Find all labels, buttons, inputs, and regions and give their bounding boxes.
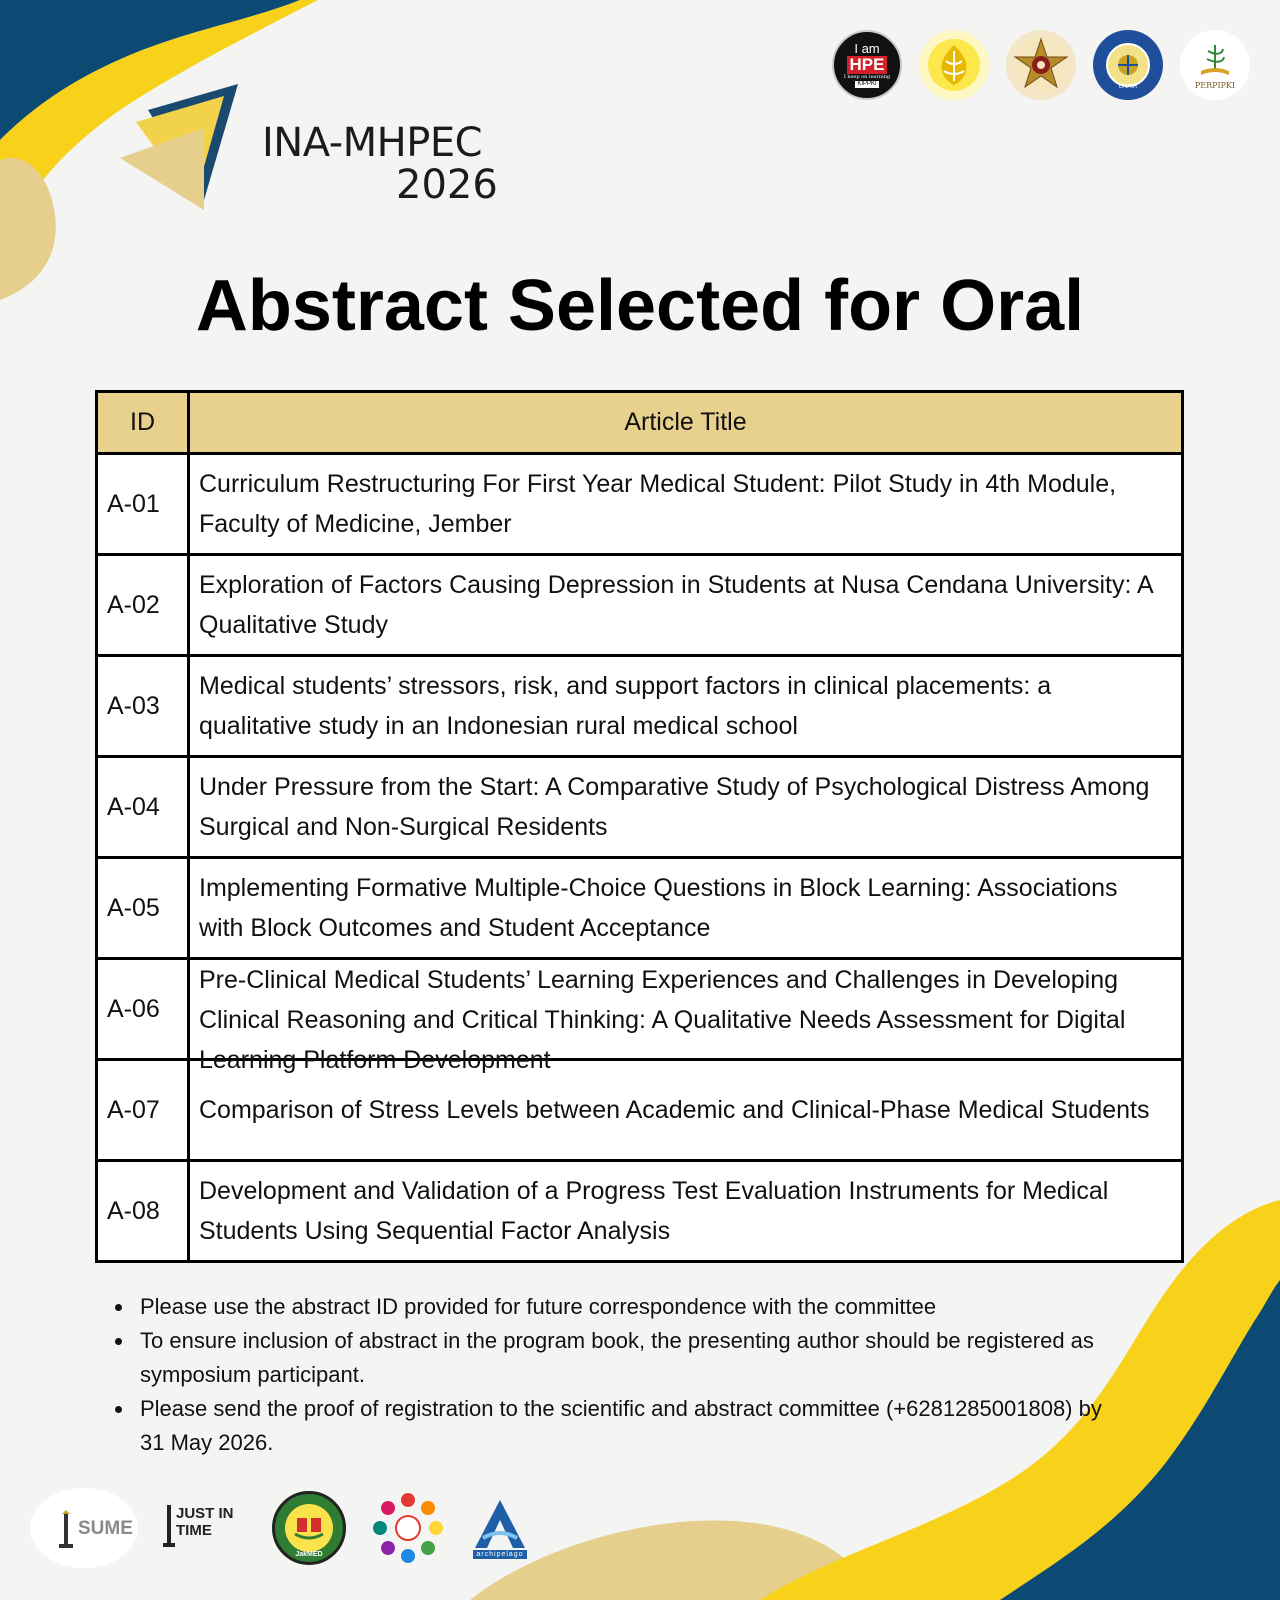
abstract-title-cell: [189, 959, 1183, 1074]
abstract-id: A-03: [97, 656, 189, 757]
makara-emblem-icon: [926, 37, 982, 93]
sume-label: SUME: [78, 1518, 133, 1539]
table-row: [97, 757, 1183, 858]
abstract-title-cell: [189, 454, 1183, 555]
table-row: [97, 454, 1183, 555]
abstract-title: Implementing Formative Multiple-Choice Questions in Block Learning: Associations with Block Outcomes and Student Acceptance: [199, 874, 1118, 942]
table-header-row: [97, 392, 1183, 454]
unair-label: UNAIR: [1118, 84, 1138, 90]
abstract-id: A-05: [97, 858, 189, 959]
abstract-title: Comparison of Stress Levels between Academic and Clinical-Phase Medical Students: [199, 1096, 1150, 1124]
abstract-title: Under Pressure from the Start: A Comparative Study of Psychological Distress Among Surgical and Non-Surgical Residents: [199, 773, 1150, 841]
iamhpe-line1: I am: [854, 41, 880, 56]
ugm-logo: [1006, 30, 1076, 100]
sponsor-logos: [30, 1488, 530, 1568]
abstract-id: A-02: [97, 555, 189, 656]
abstract-id: A-06: [97, 959, 189, 1060]
abstract-title-cell: [189, 757, 1183, 858]
archipelago-a-icon: [473, 1498, 527, 1550]
ina-mhpec-logo-icon: [120, 82, 245, 214]
note-item: Please use the abstract ID provided for future correspondence with the committee: [110, 1290, 1110, 1324]
community-circle-logo: [368, 1488, 448, 1568]
caduceus-book-icon: [1195, 41, 1235, 81]
sume-logo: [30, 1488, 138, 1568]
people-ring-icon: [370, 1490, 446, 1566]
jit-line2: TIME: [176, 1522, 212, 1539]
universitas-indonesia-logo: [919, 30, 989, 100]
just-in-time-logo: [160, 1493, 250, 1563]
perpipki-label: PERPIPKI: [1194, 80, 1236, 90]
abstract-title: Exploration of Factors Causing Depression in Students at Nusa Cendana University: A Qualitative Study: [199, 571, 1153, 639]
tower-icon: [162, 1503, 176, 1549]
table-row: [97, 858, 1183, 959]
jakmed-label: JakMED: [295, 1551, 323, 1558]
iamhpe-line2: HPE: [847, 56, 888, 74]
abstract-table: [95, 390, 1184, 1263]
column-header-id: ID: [97, 392, 189, 454]
table-row: [97, 656, 1183, 757]
jakmed-logo: [272, 1491, 346, 1565]
abstract-title: Development and Validation of a Progress Test Evaluation Instruments for Medical Students Using Sequential Factor Analysis: [199, 1177, 1109, 1245]
iamhpe-tagline: I keep on learning: [843, 74, 891, 80]
jakmed-emblem-icon: [283, 1502, 335, 1554]
monument-icon: [56, 1510, 76, 1550]
table-row: [97, 1161, 1183, 1262]
note-item: Please send the proof of registration to the scientific and abstract committee (+6281285001808) by 31 May 2026.: [110, 1392, 1110, 1460]
universitas-airlangga-logo: [1093, 30, 1163, 100]
ugm-seal-icon: [1011, 35, 1071, 95]
archipelago-label: archipelago: [473, 1550, 526, 1559]
table-row: [97, 555, 1183, 656]
archipelago-logo: [470, 1488, 530, 1568]
abstract-title-cell: [189, 1161, 1183, 1262]
table-row: [97, 959, 1183, 1060]
abstract-title-cell: [189, 555, 1183, 656]
notes-list: [110, 1290, 1110, 1460]
abstract-id: A-08: [97, 1161, 189, 1262]
abstract-title: Pre-Clinical Medical Students’ Learning Experiences and Challenges in Developing Clinical Reasoning and Critical Thinking: A Qualitative Needs Assessment for Digital Learning Platform Development: [199, 966, 1126, 1074]
note-item: To ensure inclusion of abstract in the program book, the presenting author should be registered as symposium participant.: [110, 1324, 1110, 1392]
iamhpe-logo: [832, 30, 902, 100]
abstract-title: Curriculum Restructuring For First Year Medical Student: Pilot Study in 4th Module, Faculty of Medicine, Jember: [199, 470, 1117, 538]
brand-name: INA-MHPEC: [262, 120, 483, 166]
abstract-title-cell: [189, 858, 1183, 959]
perpipki-logo: [1180, 30, 1250, 100]
abstract-id: A-01: [97, 454, 189, 555]
partner-logos: [832, 30, 1250, 100]
abstract-title-cell: [189, 656, 1183, 757]
column-header-title: Article Title: [189, 392, 1183, 454]
brand-year: 2026: [396, 162, 498, 208]
jit-line1: JUST IN: [176, 1505, 234, 1522]
iamhpe-org: KIPPKI: [857, 81, 877, 87]
abstract-id: A-07: [97, 1060, 189, 1161]
abstract-title: Medical students’ stressors, risk, and support factors in clinical placements: a qualitative study in an Indonesian rural medical school: [199, 672, 1052, 740]
abstract-id: A-04: [97, 757, 189, 858]
page-title: Abstract Selected for Oral: [195, 266, 1085, 346]
